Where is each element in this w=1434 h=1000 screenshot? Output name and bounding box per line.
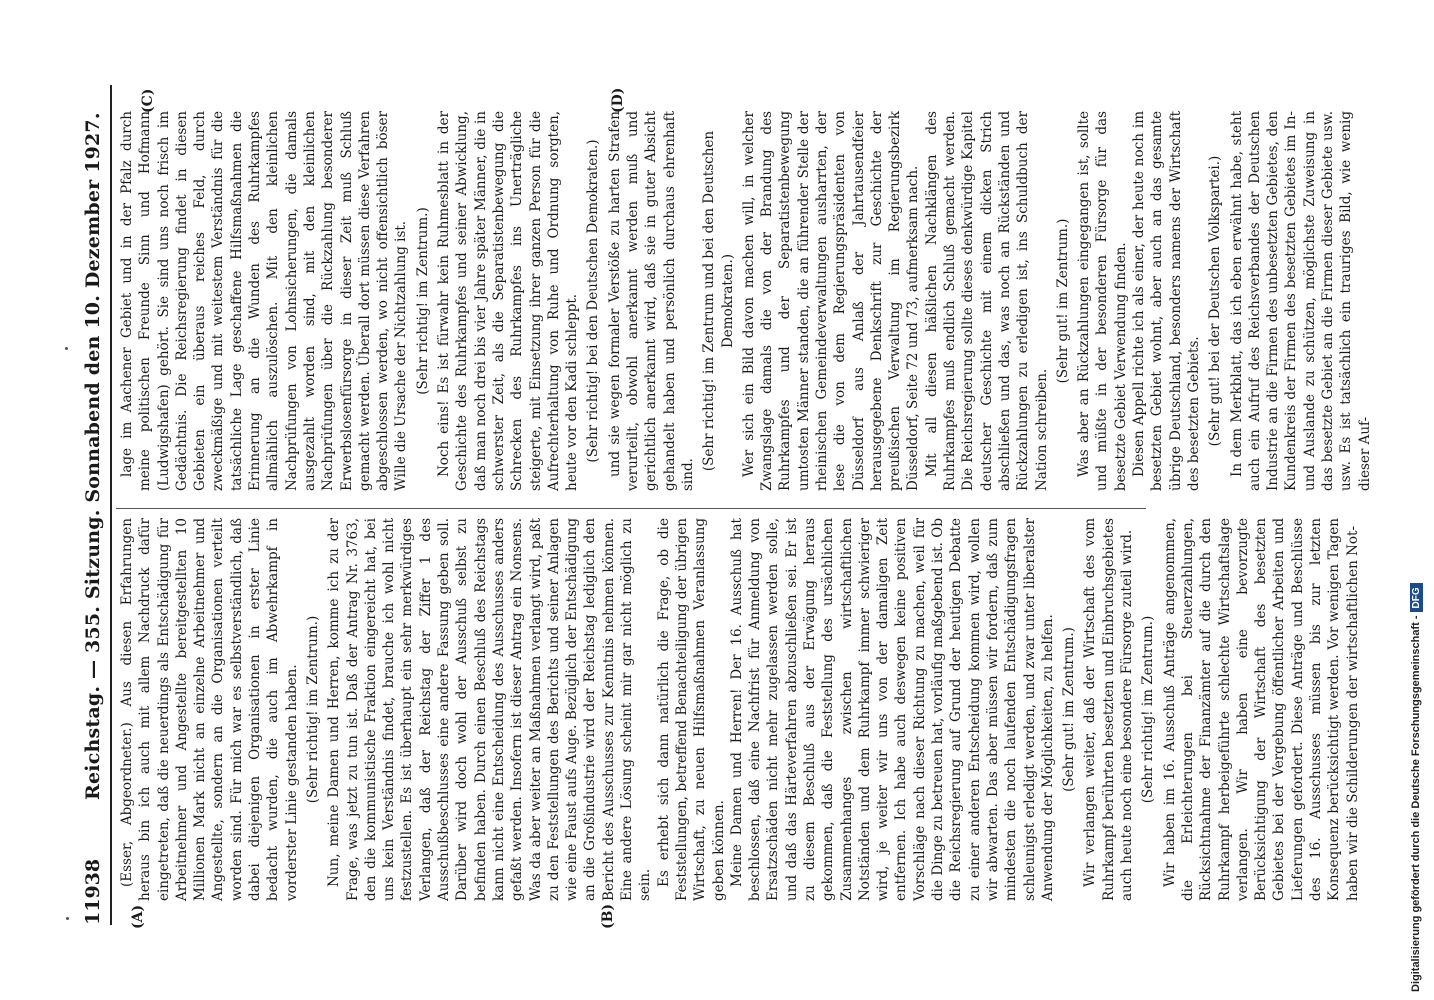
column-divider — [116, 508, 1146, 509]
interjection: (Sehr richtig! im Zentrum.) — [414, 207, 431, 395]
paragraph: Was aber an Rückzahlungen eingegangen ist, sollte und müßte in der besonderen Fürsorge für das besetzte Gebiet Verwendung finden. — [1076, 111, 1129, 491]
page-header — [82, 85, 112, 925]
scan-speck — [65, 347, 68, 350]
paragraph: Es erhebt sich dann natürlich die Frage, ob die Feststellungen, betreffend Benachteiligung der übrigen Wirtschaft, zu neuen Hilfsmaßnahmen Veranlassung geben können. — [655, 518, 727, 901]
interjection: (Sehr gut! im Zentrum.) — [1061, 627, 1078, 792]
interjection: (Sehr gut! bei der Deutschen Volkspartei.) — [1207, 155, 1224, 447]
paragraph: Wir verlangen weiter, daß der Wirtschaft des vom Ruhrkampf berührten besetzten und Einbruchsgebietes auch heute noch eine besondere Fürsorge zuteil wird. — [1082, 518, 1136, 901]
rotated-page — [70, 85, 1373, 929]
right-column — [118, 111, 1373, 491]
credit-text: Digitalisierung gefördert durch die Deutsche Forschungsgemeinschaft - — [1410, 615, 1422, 992]
interjection: (Sehr richtig! bei den Deutschen Demokraten.) — [585, 139, 602, 463]
paragraph: In dem Merkblatt, das ich eben erwähnt habe, steht auch ein Aufruf des Reichsverbandes der Deutschen Industrie an die Firmen des unbesetzten Gebietes, den Kundenkreis der Firmen des besetzten Gebietes im In- und Auslande zu schützen, möglichste Zuweisung in das besetzte Gebiet an die Firmen dieser Gebiete usw. usw. Es ist tatsächlich ein trauriges Bild, wie wenig dieser Auf- — [1228, 111, 1373, 491]
left-column — [118, 518, 1361, 901]
interjection: (Sehr richtig! im Zentrum.) — [1140, 615, 1157, 804]
paragraph: lage im Aachener Gebiet und in der Pfalz durch meine politischen Freunde Sinn und Hofmann (Ludwigshafen) gehört. Sie sind uns noch frisch im Gedächtnis. Die Reichsregierung findet in diesen Gebieten ein überaus reiches Feld, durch zweckmäßige und mit weitestem Verständnis für die tatsächliche Lage geschaffene Hilfsmaßnahmen die Erinnerung an die Wunden des Ruhrkampfes allmählich auszulöschen. Mit den kleinlichen Nachprüfungen von Lohnsicherungen, die damals ausgezahlt worden sind, mit den kleinlichen Nachprüfungen über die Rückzahlung besonderer Erwerbslosenfürsorge in dieser Zeit muß Schluß gemacht werden. Überall dort müssen diese Verfahren abgeschlossen werden, wo nicht offensichtlich böser Wille die Ursache der Nichtzahlung ist. — [119, 111, 410, 491]
paragraph: Meine Damen und Herren! Der 16. Ausschuß hat beschlossen, daß eine Nachfrist für Anmeldung von Ersatzschäden nicht mehr zugelassen werden solle, und daß das Härteverfahren abzuschließen sei. Er ist zu diesem Beschluß aus der Erwägung heraus gekommen, daß die Feststellung des ursächlichen Zusammenhanges zwischen wirtschaftlichen Notständen und dem Ruhrkampf immer schwieriger wird, je weiter wir uns von der damaligen Zeit entfernen. Ich habe auch deswegen keine positiven Vorschläge nach dieser Richtung zu machen, weil für die Dinge zu betreuen hat, vorläufig maßgebend ist. Ob die Reichsregierung auf Grund der heutigen Debatte zu einer anderen Entscheidung kommen wird, wollen wir abwarten. Das aber müssen wir fordern, daß zum mindesten die noch laufenden Entschädigungsfragen schleunigst erledigt werden, und zwar unter liberalster Anwendung der Möglichkeiten, zu helfen. — [728, 518, 1056, 901]
paragraph: Diesen Appell richte ich als einer, der heute noch im besetzten Gebiet wohnt, aber auch an das gesamte übrige Deutschland, besonders namens der Wirtschaft des besetzten Gebiets. — [1131, 111, 1202, 491]
interjection: (Sehr richtig! im Zentrum und bei den Deutschen Demokraten.) — [701, 130, 736, 472]
digitization-credit — [1410, 0, 1434, 992]
paragraph: (Esser, Abgeordneter.) Aus diesen Erfahrungen heraus bin ich auch mit allem Nachdruck dafür eingetreten, daß die neuerdings als Entschädigung für Arbeitnehmer und Angestellte bereitgestellten 10 Millionen Mark nicht an einzelne Arbeitnehmer und Angestellte, sondern an die Organisationen verteilt worden sind. Für mich war es selbstverständlich, daß dabei diejenigen Organisationen in erster Linie bedacht wurden, die auch im Abwehrkampf in vorderster Linie gestanden haben. — [119, 518, 300, 901]
margin-marker-b: (B) — [600, 903, 616, 929]
paragraph: Mit all diesen häßlichen Nachklängen des Ruhrkampfes muß endlich Schluß gemacht werden. Die Reichsregierung sollte dieses denkwürdige Kapitel deutscher Geschichte mit einem dicken Strich abschließen und das, was noch an Rückständen und Rückzahlungen zu erledigen ist, ins Schuldbuch der Nation schreiben. — [923, 111, 1050, 491]
interjection: (Sehr gut! im Zentrum.) — [1054, 218, 1071, 384]
page-number: 11938 — [82, 858, 104, 925]
scan-speck — [66, 917, 69, 920]
page-title: Reichstag. — 355. Sitzung. Sonnabend den 10. Dezember 1927. — [82, 112, 104, 800]
margin-marker-c: (C) — [140, 88, 156, 113]
interjection: (Sehr richtig! im Zentrum.) — [304, 615, 321, 804]
paragraph: Nun, meine Damen und Herren, komme ich zu der Frage, was jetzt zu tun ist. Daß der Antrag Nr. 3763, den die kommunistische Fraktion eingereicht hat, bei uns kein Verständnis findet, brauche ich wohl nicht festzustellen. Es ist überhaupt ein sehr merkwürdiges Verlangen, daß der Reichstag der Ziffer 1 des Ausschußbeschlusses eine andere Fassung geben soll. Darüber wird doch wohl der Ausschuß selbst zu befinden haben. Durch einen Beschluß des Reichstags kann nicht eine Entscheidung des Ausschusses anders gefaßt werden. Insofern ist dieser Antrag ein Nonsens. Was da aber weiter an Maßnahmen verlangt wird, paßt zu den Feststellungen des Berichts und seiner Anlagen wie eine Faust aufs Auge. Bezüglich der Entschädigung an die Großindustrie wird der Reichstag lediglich den Bericht des Ausschusses zur Kenntnis nehmen können. Eine andere Lösung scheint mir gar nicht möglich zu sein. — [326, 518, 654, 901]
paragraph: und sie wegen formaler Verstöße zu harten Strafen verurteilt, obwohl anerkannt werden muß und gerichtlich anerkannt wird, daß sie in guter Absicht gehandelt haben und persönlich durchaus ehrenhaft sind. — [606, 111, 696, 491]
margin-marker-a: (A) — [130, 904, 146, 929]
paragraph: Wer sich ein Bild davon machen will, in welcher Zwangslage damals die von der Brandung des Ruhrkampfes und der Separatistenbewegung umtosten Männer standen, die an führender Stelle der rheinischen Gemeindeverwaltungen ausharrten, der lese die von dem Regierungspräsidenten von Düsseldorf aus Anlaß der Jahrtausendfeier herausgegebene Denkschrift zur Geschichte der preußischen Verwaltung im Regierungsbezirk Düsseldorf, Seite 72 und 73, aufmerksam nach. — [740, 111, 922, 491]
paragraph: Noch eins! Es ist fürwahr kein Ruhmesblatt in der Geschichte des Ruhrkampfes und seiner Abwicklung, daß man noch drei bis vier Jahre später Männer, die in schwerster Zeit, als die Separatistenbewegung die Schrecken des Ruhrkampfes ins Unerträgliche steigerte, mit Einsetzung ihrer ganzen Person für die Aufrechterhaltung von Ruhe und Ordnung sorgten, heute vor den Kadi schleppt. — [436, 111, 581, 491]
header-rule — [110, 85, 112, 925]
margin-marker-d: (D) — [610, 87, 626, 113]
dfg-logo: DFG — [1410, 583, 1423, 612]
paragraph: Wir haben im 16. Ausschuß Anträge angenommen, die Erleichterungen bei Steuerzahlungen, Rücksichtnahme der Finanzämter auf die durch den Ruhrkampf herbeigeführte schlechte Wirtschaftslage verlangen. Wir haben eine bevorzugte Berücksichtigung der Wirtschaft des besetzten Gebietes bei der Vergebung öffentlicher Arbeiten und Lieferungen gefordert. Diese Anträge und Beschlüsse des 16. Ausschusses müssen bis zur letzten Konsequenz berücksichtigt werden. Vor wenigen Tagen haben wir die Schilderungen der wirtschaftlichen Not- — [1161, 518, 1361, 901]
